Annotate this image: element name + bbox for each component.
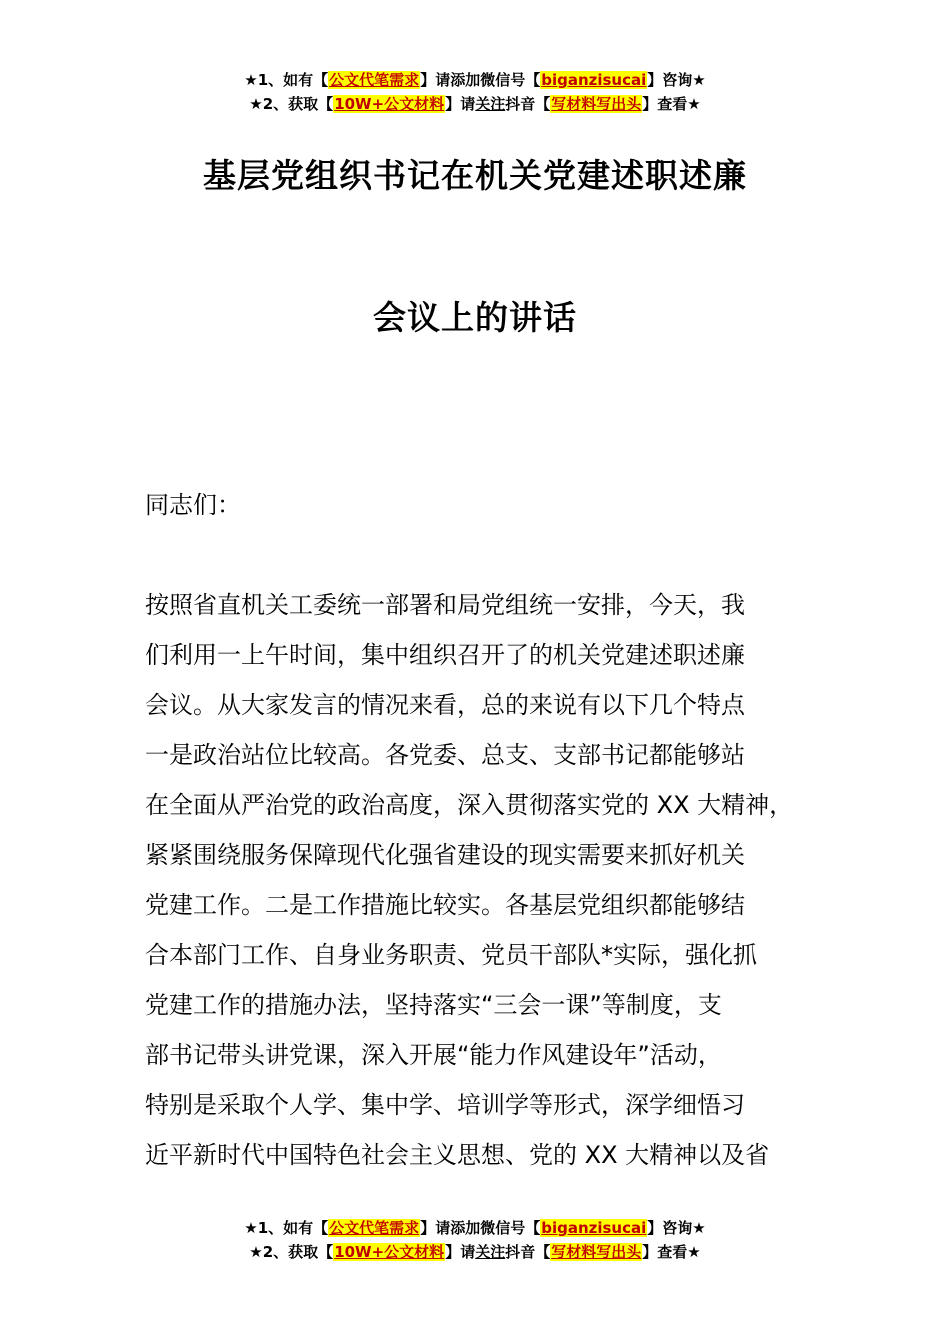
salutation: 同志们： xyxy=(145,491,241,519)
banner-text: ★2、获取【 xyxy=(249,95,334,113)
paragraph-line: 们利用一上午时间，集中组织召开了的机关党建述职述廉 xyxy=(145,641,745,669)
banner-line-2 xyxy=(0,1240,950,1264)
douyin-id: 写材料写出头 xyxy=(551,1243,642,1261)
banner-text: 】查看★ xyxy=(642,1243,701,1261)
banner-text: 】查看★ xyxy=(642,95,701,113)
banner-text: ★1、如有【 xyxy=(244,1219,329,1237)
header-banner xyxy=(0,68,950,116)
banner-line-1 xyxy=(0,1216,950,1240)
document-title-line-1: 基层党组织书记在机关党建述职述廉 xyxy=(203,156,747,195)
paragraph-line: 会议。从大家发言的情况来看，总的来说有以下几个特点 xyxy=(145,691,745,719)
banner-highlight: 公文代笔需求 xyxy=(329,1219,420,1237)
douyin-id: 写材料写出头 xyxy=(551,95,642,113)
paragraph-line: 紧紧围绕服务保障现代化强省建设的现实需要来抓好机关 xyxy=(145,841,745,869)
paragraph-line: 近平新时代中国特色社会主义思想、党的 XX 大精神以及省 xyxy=(145,1141,770,1169)
paragraph-line: 党建工作的措施办法，坚持落实“三会一课”等制度，支 xyxy=(145,991,722,1019)
banner-highlight: 10W+公文材料 xyxy=(334,95,445,113)
banner-line-2 xyxy=(0,92,950,116)
banner-text: 】请添加微信号【 xyxy=(420,1219,541,1237)
banner-text: 抖音【 xyxy=(505,95,551,113)
paragraph-line: 一是政治站位比较高。各党委、总支、支部书记都能够站 xyxy=(145,741,745,769)
banner-highlight: 公文代笔需求 xyxy=(329,71,420,89)
banner-text: 抖音【 xyxy=(505,1243,551,1261)
paragraph-line: 特别是采取个人学、集中学、培训学等形式，深学细悟习 xyxy=(145,1091,745,1119)
banner-line-1 xyxy=(0,68,950,92)
paragraph-line: 党建工作。二是工作措施比较实。各基层党组织都能够结 xyxy=(145,891,745,919)
banner-text: 关注 xyxy=(475,95,506,113)
banner-text: 】请 xyxy=(445,95,476,113)
footer-banner xyxy=(0,1216,950,1264)
wechat-id: biganzisucai xyxy=(541,1219,647,1237)
paragraph-line: 合本部门工作、自身业务职责、党员干部队*实际，强化抓 xyxy=(145,941,757,969)
paragraph-line: 按照省直机关工委统一部署和局党组统一安排，今天，我 xyxy=(145,591,745,619)
banner-text: 】咨询★ xyxy=(647,71,706,89)
document-title-line-2: 会议上的讲话 xyxy=(373,298,577,337)
wechat-id: biganzisucai xyxy=(541,71,647,89)
banner-highlight: 10W+公文材料 xyxy=(334,1243,445,1261)
banner-text: ★1、如有【 xyxy=(244,71,329,89)
banner-text: 】请添加微信号【 xyxy=(420,71,541,89)
banner-text: ★2、获取【 xyxy=(249,1243,334,1261)
paragraph-line: 部书记带头讲党课，深入开展“能力作风建设年”活动， xyxy=(145,1041,722,1069)
banner-text: 】请 xyxy=(445,1243,476,1261)
body-paragraph xyxy=(145,580,835,1180)
banner-text: 关注 xyxy=(475,1243,506,1261)
banner-text: 】咨询★ xyxy=(647,1219,706,1237)
paragraph-line: 在全面从严治党的政治高度，深入贯彻落实党的 XX 大精神， xyxy=(145,791,794,819)
